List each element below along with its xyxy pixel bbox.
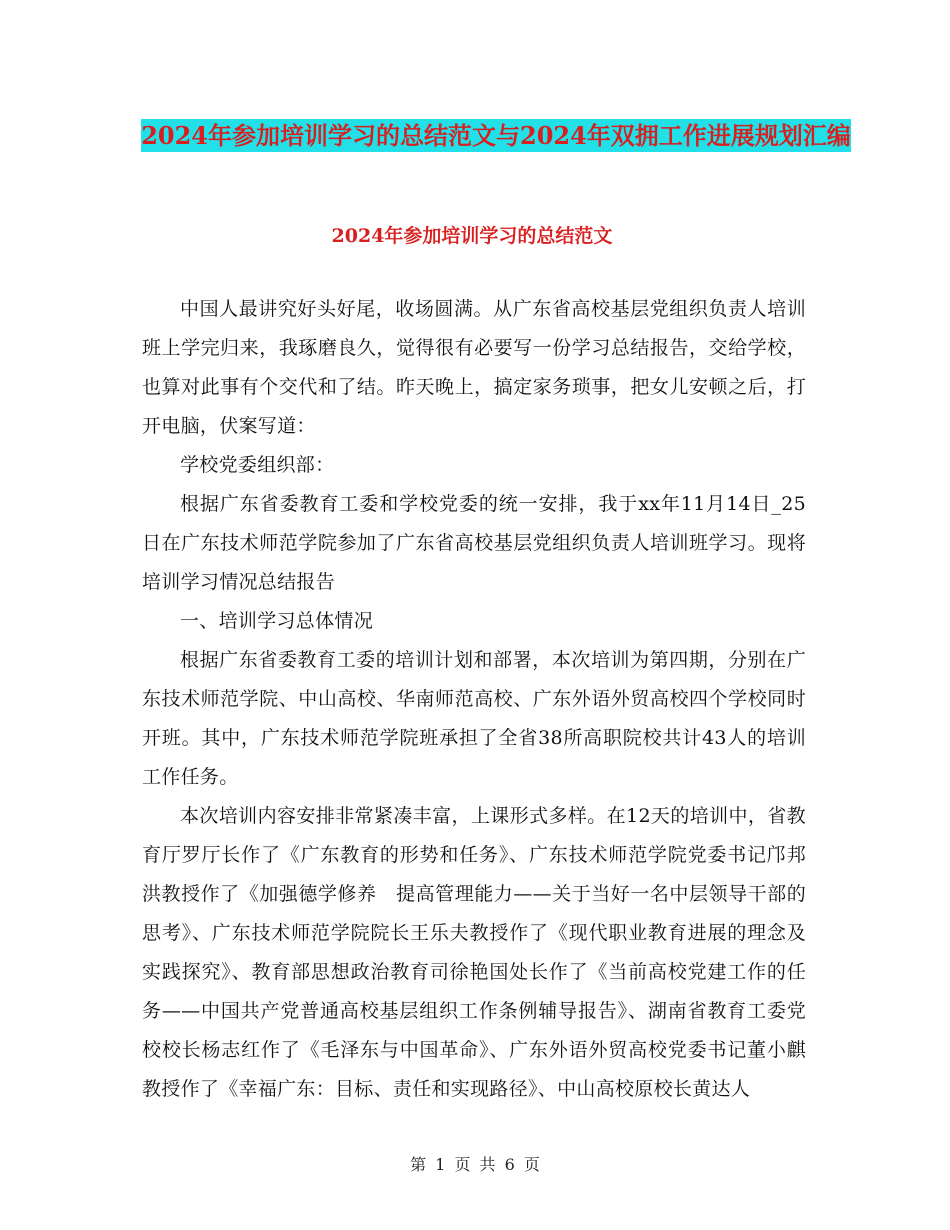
main-title-text: 2024年参加培训学习的总结范文与2024年双拥工作进展规划汇编 <box>141 121 851 150</box>
paragraph: 一、培训学习总体情况 <box>180 610 374 632</box>
section-title: 2024年参加培训学习的总结范文 <box>331 225 613 247</box>
page-footer: 第 1 页 共 6 页 <box>410 1155 540 1174</box>
paragraph: 学校党委组织部： <box>180 454 335 476</box>
main-title <box>140 112 852 160</box>
body-text <box>142 290 806 1109</box>
paragraph: 本次培训内容安排非常紧凑丰富，上课形式多样。在12天的培训中，省教育厅罗厅长作了《广东教育的形势和任务》、广东技术师范学院党委书记邝邦洪教授作了《加强德学修养 提高管理能力——关于当好一名中层领导干部的思考》、广东技术师范学院院长王乐夫教授作了《现代职业教育进展的理念及实践探究》、教育部思想政治教育司徐艳国处长作了《当前高校党建工作的任务——中国共产党普通高校基层组织工作条例辅导报告》、湖南省教育工委党校校长杨志红作了《毛泽东与中国革命》、广东外语外贸高校党委书记董小麒教授作了《幸福广东：目标、责任和实现路径》、中山高校原校长黄达人 <box>142 805 806 1100</box>
paragraph: 根据广东省委教育工委和学校党委的统一安排，我于xx年11月14日_25日在广东技术师范学院参加了广东省高校基层党组织负责人培训班学习。现将培训学习情况总结报告 <box>142 493 806 593</box>
paragraph: 中国人最讲究好头好尾，收场圆满。从广东省高校基层党组织负责人培训班上学完归来，我琢磨良久，觉得很有必要写一份学习总结报告，交给学校，也算对此事有个交代和了结。昨天晚上，搞定家务琐事，把女儿安顿之后，打开电脑，伏案写道： <box>142 298 806 437</box>
paragraph: 根据广东省委教育工委的培训计划和部署，本次培训为第四期，分别在广东技术师范学院、中山高校、华南师范高校、广东外语外贸高校四个学校同时开班。其中，广东技术师范学院班承担了全省38所高职院校共计43人的培训工作任务。 <box>142 649 806 788</box>
